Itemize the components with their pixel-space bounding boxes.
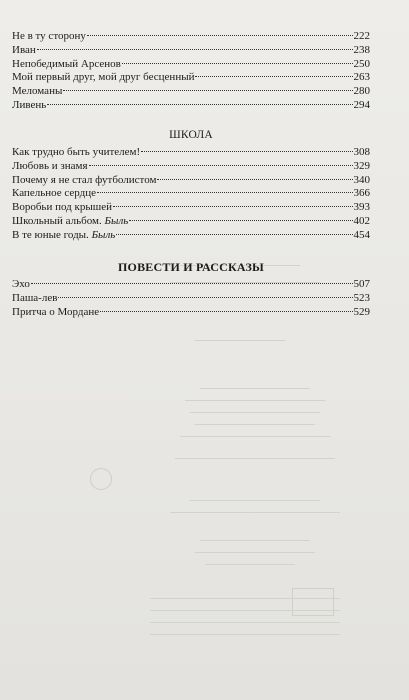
toc-entry-page: 308	[353, 146, 370, 158]
dot-leader	[100, 311, 352, 312]
dot-leader	[31, 283, 353, 284]
dot-leader	[89, 165, 353, 166]
toc-entry[interactable]	[12, 99, 370, 113]
toc-entry-page: 402	[353, 214, 370, 227]
toc-entry[interactable]	[12, 201, 370, 215]
section-heading-school: ШКОЛА	[169, 129, 213, 141]
dot-leader	[87, 35, 353, 36]
toc-entry-title: Притча о Мордане	[12, 305, 100, 318]
toc-entry-title: Мой первый друг, мой друг бесценный	[12, 71, 195, 84]
toc-entry[interactable]	[12, 187, 370, 201]
toc-entry-page: 238	[353, 43, 370, 56]
toc-entry-title-italic: Быль	[104, 214, 129, 227]
dot-leader	[37, 49, 353, 50]
toc-entry[interactable]	[12, 71, 370, 85]
dot-leader	[122, 63, 353, 64]
toc-entry-page: 340	[353, 173, 370, 186]
toc-entry-page: 454	[353, 228, 370, 241]
toc-entry-page: 529	[353, 305, 370, 318]
toc-entry[interactable]	[12, 146, 370, 160]
toc-entry-title: Иван	[12, 43, 36, 56]
toc-section-2	[12, 146, 370, 243]
toc-entry-title-text: В те юные годы.	[12, 228, 92, 241]
dot-leader	[63, 90, 352, 91]
section-heading-novellas: ПОВЕСТИ И РАССКАЗЫ	[118, 260, 264, 274]
dot-leader	[97, 192, 353, 193]
dot-leader	[141, 151, 352, 152]
dot-leader	[47, 104, 352, 105]
toc-entry[interactable]	[12, 229, 370, 243]
toc-entry-title: Меломаны	[12, 85, 63, 98]
toc-entry[interactable]	[12, 160, 370, 174]
toc-entry-title: Не в ту сторону	[12, 30, 86, 42]
toc-entry-title	[12, 229, 115, 243]
toc-entry-page: 263	[353, 71, 370, 84]
dot-leader	[129, 220, 352, 221]
toc-entry-title-text: Школьный альбом.	[12, 214, 105, 227]
toc-entry[interactable]	[12, 292, 370, 306]
toc-entry[interactable]	[12, 306, 370, 320]
toc-entry[interactable]	[12, 44, 370, 58]
toc-entry-page: 222	[353, 30, 370, 42]
dot-leader	[113, 206, 353, 207]
toc-entry-page: 523	[353, 291, 370, 304]
toc-entry-title: Ливень	[12, 98, 47, 111]
toc-entry-page: 507	[353, 278, 370, 290]
toc-entry[interactable]	[12, 30, 370, 44]
toc-entry-page: 393	[353, 201, 370, 214]
toc-entry-page: 366	[353, 187, 370, 200]
toc-entry[interactable]	[12, 215, 370, 229]
toc-entry[interactable]	[12, 174, 370, 188]
toc-entry-title-italic: Быль	[91, 228, 116, 241]
toc-entry-page: 294	[353, 98, 370, 111]
dot-leader	[116, 234, 352, 235]
toc-entry-title: Любовь и знамя	[12, 159, 88, 172]
toc-entry-page: 329	[353, 159, 370, 172]
toc-entry[interactable]	[12, 85, 370, 99]
toc-entry-page: 250	[353, 57, 370, 70]
toc-entry-title: Как трудно быть учителем!	[12, 146, 141, 158]
toc-entry[interactable]	[12, 58, 370, 72]
toc-entry[interactable]	[12, 278, 370, 292]
toc-entry-title: Почему я не стал футболистом	[12, 173, 157, 186]
toc-entry-title: Капельное сердце	[12, 187, 96, 200]
toc-entry-title: Воробьи под крышей	[12, 201, 112, 214]
toc-entry-title: Эхо	[12, 278, 30, 290]
toc-section-1	[12, 30, 370, 113]
toc-entry-title: Паша-лев	[12, 291, 58, 304]
toc-entry-title: Непобедимый Арсенов	[12, 57, 121, 70]
dot-leader	[58, 297, 352, 298]
dot-leader	[195, 76, 352, 77]
toc-entry-page: 280	[353, 85, 370, 98]
toc-section-3	[12, 278, 370, 319]
dot-leader	[157, 179, 352, 180]
toc-entry-title	[12, 215, 128, 229]
